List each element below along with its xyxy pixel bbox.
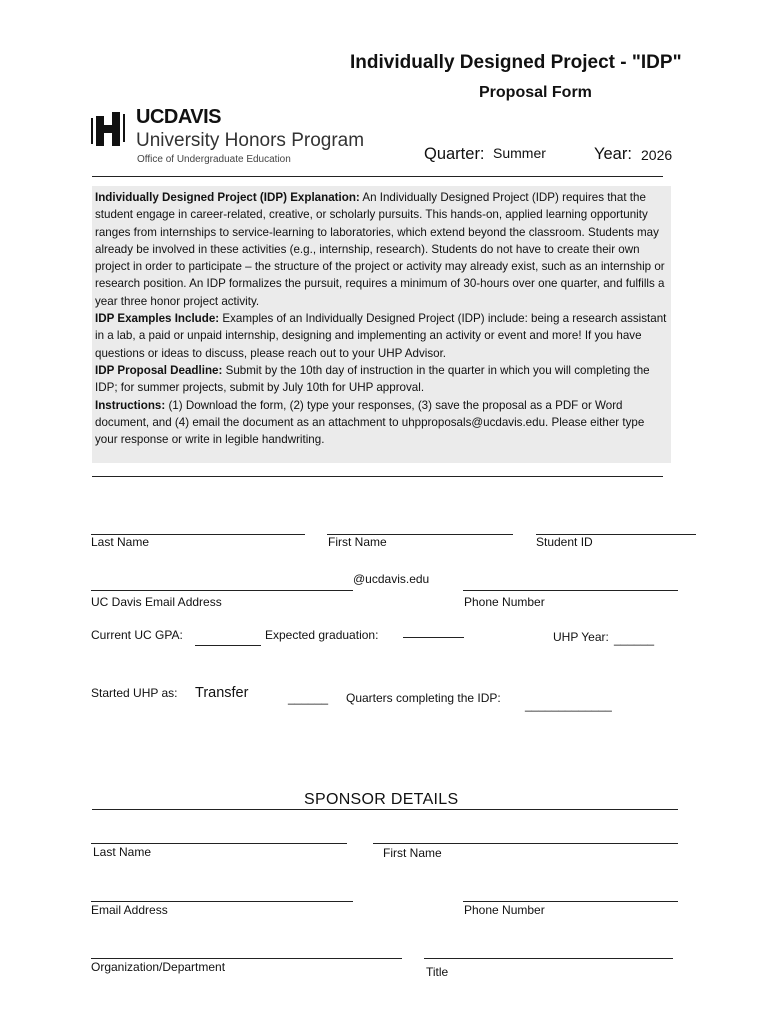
- started-uhp-field[interactable]: Transfer: [195, 685, 249, 701]
- quarter-field[interactable]: Summer: [493, 145, 546, 161]
- explanation-text: An Individually Designed Project (IDP) requires that the student engage in career-related, creative, or scholarly pursuits. This hands-on, applied learning opportunity ranges from internships to service-learning to laboratories, which extend beyond the classroom. Students may already be involved in these activities (e.g., internship, research). Students do not have to create their own project in order to participate – the structure of the project or activity may already exist, such as an internship or research position. An IDP formalizes the pursuit, requires a minimum of 30-hours over one quarter, and fulfills a year three honor project activity.: [95, 191, 665, 308]
- gpa-field[interactable]: [195, 645, 261, 646]
- quarter-label: Quarter:: [424, 145, 485, 163]
- quarters-label: Quarters completing the IDP:: [346, 691, 501, 705]
- graduation-field[interactable]: [403, 637, 464, 638]
- examples-heading: IDP Examples Include:: [95, 312, 220, 326]
- header-divider: [92, 176, 663, 177]
- deadline-text: Submit by the 10th day of instruction in the quarter in which you will completing the IDP; for summer projects, submit by July 10th for UHP approval.: [95, 363, 650, 395]
- gpa-label: Current UC GPA:: [91, 628, 183, 642]
- started-uhp-blank[interactable]: ______: [288, 691, 329, 705]
- explanation-box: [92, 186, 671, 463]
- deadline-heading: IDP Proposal Deadline:: [95, 363, 223, 377]
- student-last-name-label: Last Name: [91, 535, 150, 549]
- explanation-heading: Individually Designed Project (IDP) Explanation:: [95, 191, 360, 204]
- student-phone-label: Phone Number: [464, 595, 545, 609]
- instructions-text: (1) Download the form, (2) type your responses, (3) save the proposal as a PDF or Word document, and (4) email the document as an attachment to uhpproposals@ucdavis.edu. Please either type your response or write in legible handwriting.: [95, 398, 645, 447]
- sponsor-last-name-field[interactable]: [91, 843, 347, 844]
- started-uhp-label: Started UHP as:: [91, 686, 178, 700]
- sponsor-divider: [92, 809, 678, 810]
- sponsor-first-name-field[interactable]: [373, 843, 678, 844]
- year-label: Year:: [594, 145, 632, 163]
- email-suffix: @ucdavis.edu: [353, 572, 430, 586]
- sponsor-org-field[interactable]: [91, 958, 402, 959]
- form-subtitle: Proposal Form: [479, 84, 592, 101]
- sponsor-title-field[interactable]: [424, 958, 673, 959]
- student-phone-field[interactable]: [463, 590, 678, 591]
- student-email-label: UC Davis Email Address: [91, 595, 222, 609]
- sponsor-last-name-label: Last Name: [93, 845, 152, 859]
- form-title: Individually Designed Project - "IDP": [350, 52, 682, 73]
- sponsor-email-field[interactable]: [91, 901, 353, 902]
- student-first-name-label: First Name: [328, 535, 387, 549]
- uc-davis-h-logo-icon: [90, 108, 130, 148]
- year-field[interactable]: 2026: [641, 147, 673, 163]
- sponsor-first-name-label: First Name: [383, 846, 442, 860]
- uhp-year-label: UHP Year:: [553, 630, 609, 644]
- logo-wordmark: UCDAVIS: [136, 106, 222, 128]
- student-email-field[interactable]: [91, 590, 353, 591]
- instructions-heading: Instructions:: [95, 398, 166, 412]
- quarters-field[interactable]: _____________: [525, 698, 612, 712]
- uhp-year-field[interactable]: ______: [614, 632, 655, 646]
- sponsor-heading: SPONSOR DETAILS: [304, 791, 459, 808]
- logo-program-name: University Honors Program: [136, 130, 365, 151]
- student-id-label: Student ID: [536, 535, 593, 549]
- logo-office-name: Office of Undergraduate Education: [137, 154, 291, 165]
- sponsor-org-label: Organization/Department: [91, 960, 226, 974]
- examples-text: Examples of an Individually Designed Project (IDP) include: being a research assistant in a lab, a paid or unpaid internship, designing and implementing an activity or event and more! If you have questions or ideas to discuss, please reach out to your UHP Advisor.: [95, 312, 667, 360]
- sponsor-phone-label: Phone Number: [464, 903, 545, 917]
- explanation-divider: [92, 476, 663, 477]
- graduation-label: Expected graduation:: [265, 628, 379, 642]
- sponsor-title-label: Title: [426, 965, 449, 979]
- sponsor-email-label: Email Address: [91, 903, 168, 917]
- sponsor-phone-field[interactable]: [463, 901, 678, 902]
